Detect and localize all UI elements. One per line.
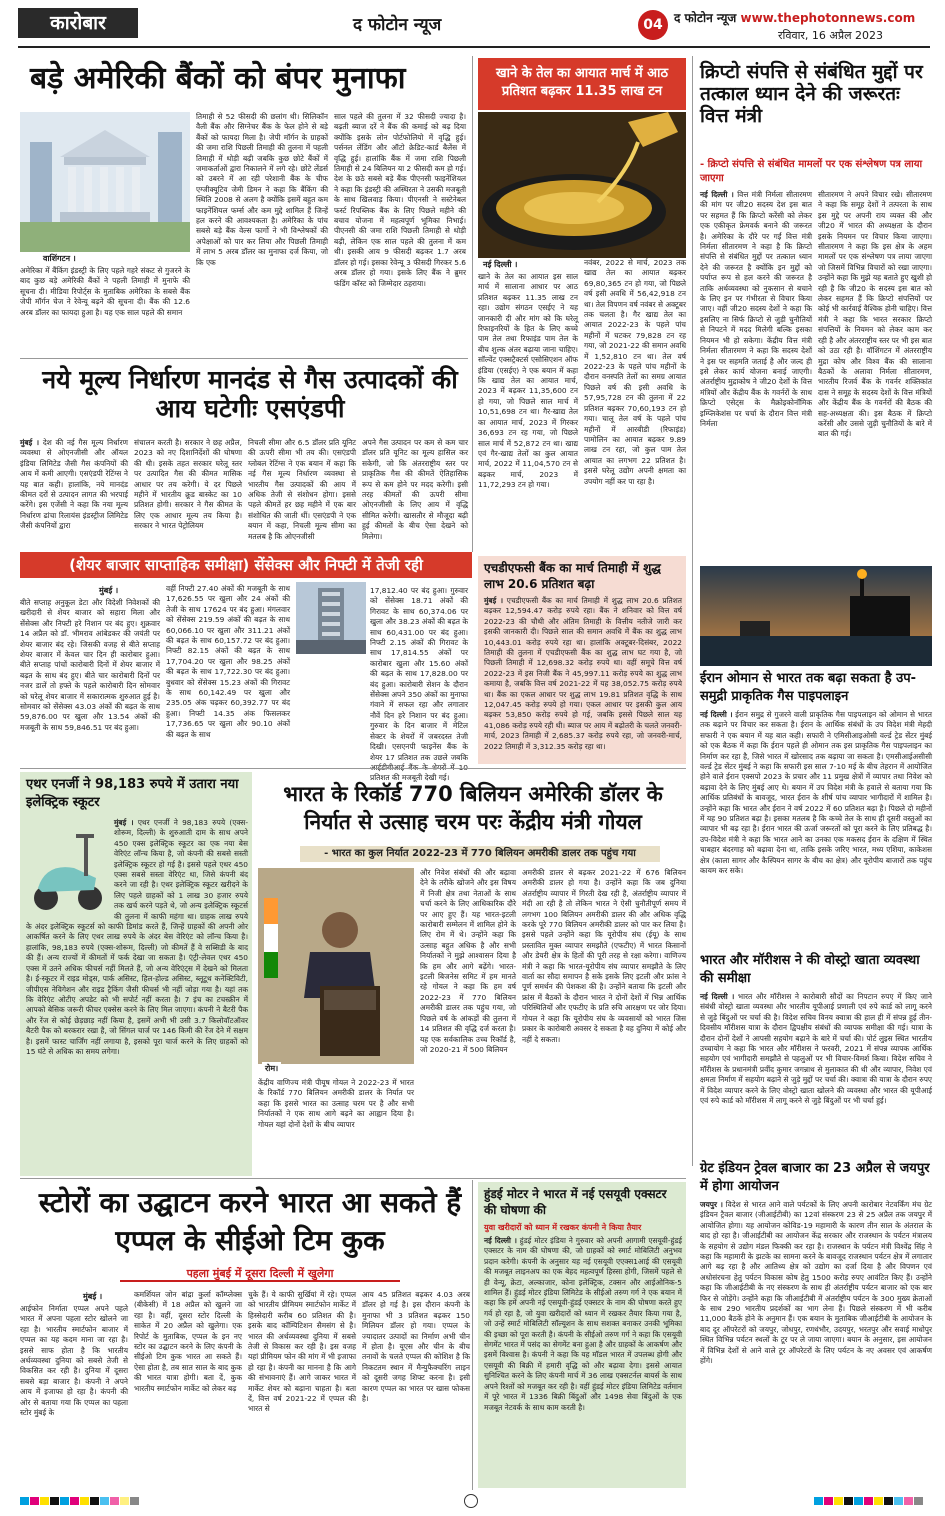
story10-col2: और निवेश संबंधों की और बढ़ावा देने के तरीके खोजने और इस विषय में निजी क्षेत्र तथा नेताओं के साथ चर्चा करने के लिए आधिकारिक दौरे पर आए हुए हैं। यह भारत-इटली कारोबारी सम्मेलन में शामिल होने के लिए रोम में थे। उन्होंने कहा कि उत्साह बहुत अधिक है और सभी निर्यातकों ने मुझे आश्वासन दिया है कि हम और आगे बढ़ेंगे। भारत-इटली बिजनेस समिट में हम मानते रहे गोयल ने कहा कि हम वर्ष 2022-23 में 770 बिलियन अमरीकी डालर तक पहुंच गया, जो पिछले वर्ष के आंकड़ों की तुलना में 14 प्रतिशत की वृद्धि दर्ज करता है। यह एक सर्वकालिक उच्च रिकॉर्ड है, जो 2020-21 में 500 बिलियन	[420, 868, 516, 1054]
story1-col2: तिमाही से 52 फीसदी की छलांग थी। सिलिकॉन वैली बैंक और सिग्नेचर बैंक के फेल होने से बड़े बैंकों को फायदा मिला है। जेपी मॉर्गन के ग्राहकों की जमा राशि पिछली तिमाही की तुलना में पहली तिमाही में थोड़ी बढ़ी जबकि कुछ छोटे बैंकों में जमाकर्ताओं द्वारा निकालने में लगे रहे। छोटे लेंडर्स को उबरने में आ रही परेशानी बैंक के चीफ एग्जीक्यूटिव जेमी डिमन ने कहा कि बैंकिंग की स्थिति 2008 से अलग है क्योंकि इसमें बहुत कम फाइनेंशियल फर्म्स और कम मुद्दे शामिल हैं जिन्हें हल करने की आवश्यकता है। अमेरिका के पांच सबसे बड़े बैंक वेल्स फार्गो ने भी विश्लेषकों की अपेक्षाओं को पार कर लिया और पिछली तिमाही में लाभ 5 अरब डॉलर का मुनाफा दर्ज किया, जो कि एक	[196, 112, 328, 267]
story11-kicker: पहला मुंबई में दूसरा दिल्ली में खुलेगा	[120, 1266, 400, 1282]
story5-col3: 17,812.40 पर बंद हुआ। गुरुवार को सेंसेक्स 18.71 अंकों की गिरावट के साथ 60,374.06 पर खुला और 38.23 अंकों की बढ़त के साथ 60,431.00 पर बंद हुआ। निफ्टी 2.15 अंकों की गिरावट के साथ 17,814.55 अंकों पर कारोबार खुला और 15.60 अंकों की बढ़त के साथ 17,828.00 पर बंद हुआ। कारोबारी सेशन के दौरान सेंसेक्स अपने 350 अंकों का मुनाफा गंवाने में सफल रहा और लगातार नौवें दिन हरे निशान पर बंद हुआ। गुरुवार के दिन बाजार में मेटिल सेक्टर के शेयरों में जबरदस्त तेजी दिखी। एसएनपी फाइनेंस बैंक के शेयर 17 प्रतिशत तक उछले जबकि प्रतिशत की मजबूती देखी गई।	[370, 586, 468, 783]
story6-body	[484, 596, 682, 760]
story4-headline: नये मूल्य निर्धारण मानदंड से गैस उत्पादकों की आय घटेगीः एसएंडपी	[42, 365, 458, 423]
story6-body-text: एचडीएफसी बैंक का मार्च तिमाही में शुद्ध लाभ 20.6 प्रतिशत बढ़कर 12,594.47 करोड़ रुपये रहा। बैंक ने शनिवार को वित्त वर्ष 2022-23 की चौथी और अंतिम तिमाही के वित्तीय नतीजे जारी कर इसकी जानकारी दी। पिछले साल की समान अवधि में बैंक का शुद्ध लाभ 10,443.01 करोड़ रुपये रहा था। हालांकि अक्टूबर-दिसंबर, 2022 तिमाही की तुलना में एचडीएफसी बैंक का शुद्ध लाभ घट गया है, जो पिछली तिमाही में 12,698.32 करोड़ रुपये था। वहीं समूचे वित्त वर्ष 2022-23 में इस निजी बैंक ने 45,997.11 करोड़ रुपये का शुद्ध लाभ कमाया है, जबकि वित्त वर्ष 2021-22 में यह 38,052.75 करोड़ रुपये था। बैंक का एकल आधार पर शुद्ध लाभ 19.81 प्रतिशत वृद्धि के साथ 12,047.45 करोड़ रुपये हो गया। एकल आधार पर इसकी कुल आय बढ़कर 53,850 करोड़ रुपये हो गई, जबकि इससे पिछले साल यह 41,086 करोड़ रुपये रही थी। ब्याज पर आय में बढ़ोतरी के चलते जनवरी-मार्च, 2023 तिमाही में 2,685.37 करोड़ रुपये रहा, जो जनवरी-मार्च, 2022 तिमाही में 3,312.35 करोड़ रहा था।	[484, 596, 682, 751]
story1-col3: साल पहले की तुलना में 32 फीसदी ज्यादा है। बढ़ती ब्याज दरें ने बैंक की कमाई को बढ़ दिया क्योंकि इसके लोन पोर्टफोलियो में वृद्धि हुई। पर्सनल लेंडिंग और ऑटो क्रेडिट-कार्ड बैलेंस में वृद्धि हुई। हालांकि बैंक में जमा राशि पिछली तिमाही से 24 बिलियन या 2 फीसदी कम हो गई। देश के छठे सबसे बड़े बैंक पीएनसी फाइनेंशियल ने कहा कि इंडस्ट्री की अस्थिरता ने उसकी मजबूती के साथ खिलवाड़ किया। पीएनसी ने सस्टेनेबल फर्स्ट रिपब्लिक बैंक के लिए पिछले महीने की बचाव योजना में महत्वपूर्ण भूमिका निभाई। पीएनसी की जमा राशि पिछली तिमाही से थोड़ी बढ़ी, लेकिन एक साल पहले की तुलना में कम थी। इसकी आय 9 फीसदी बढ़कर 1.7 अरब डॉलर हो गई। इसका रेवेन्यू 3 फीसदी गिरकर 5.6 अरब डॉलर हो गया। इसके लिए बैंक ने ब्रुमर फंडिंग कॉस्ट को जिम्मेदार ठहराया।	[334, 112, 466, 288]
story3-headline: क्रिप्टो संपत्ति से संबंधित मुद्दों पर तत्काल ध्यान देने की जरूरतः वित्त मंत्री	[700, 61, 923, 127]
story11-col4: आय 45 प्रतिशत बढ़कर 4.03 अरब डॉलर हो गई है। इस दौरान कंपनी के मुनाफा भी 3 प्रतिशत बढ़कर 150 मिलियन डॉलर हो गया। एप्पल के ज्यादातर उत्पादों का निर्माण अभी चीन में होता है। यूएस और चीन के बीच तनावों के चलते एप्पल की कोशिश है कि निकटतम स्थान में मैन्युफैक्चरिंग लाइन को दूसरी जगह शिफ्ट करना है। इसी कारण एप्पल का भारत पर खास फोकस है।	[362, 1290, 470, 1404]
story5-col1: बीते सप्ताह अनुकूल डेटा और विदेशी निवेशकों की खरीदारी से शेयर बाजार को सहारा मिला और सेंसेक्स और निफ्टी हरे निशान पर बंद हुए। शुक्रवार 14 अप्रैल को डॉ. भीमराव आंबेडकर की जयंती पर शेयर बाजार बंद रहे। जिसकी वजह से बीते सप्ताह शेयर बाजार में केवल चार दिन ही कारोबार हुआ। बीते सप्ताह पांचों कारोबारी दिनों में शेयर बाजार में बढ़त के साथ बंद हुए। बीते चार कारोबारी दिनों पर नजर डालें तो हफ्ते के पहले कारोबारी दिन सोमवार को घरेलू शेयर बाजार में सकारात्मक शुरुआत हुई है। सोमवार को सेंसेक्स 43.03 अंकों की बढ़त के साथ 59,876.00 पर खुला और 13.54 अंकों की मजबूती के साथ 59,846.51 पर बंद हुआ।	[20, 598, 160, 732]
publication-website	[674, 9, 915, 26]
publication-name-right: द फोटोन न्यूज	[674, 11, 737, 25]
minister-podium-svg	[258, 868, 414, 1064]
publication-date: रविवार, 16 अप्रैल 2023	[778, 29, 884, 42]
story9-body-text: एथर एनर्जी ने 98,183 रुपये (एक्स-शोरूम, दिल्ली) के शुरुआती दाम के साथ अपने 450 एक्स इलेक्ट्रिक स्कूटर का एक नया बेस वेरिएंट लॉन्च किया है, जो कंपनी की सबसे सस्ती इलेक्ट्रिक स्कूटर हो गई है। इससे पहले एथर 450 एक्स सबसे सस्ता वेरिएंट था, जिसे कंपनी बंद करने जा रही है। एथर इलेक्ट्रिक स्कूटर खरीदने के लिए पहले ग्राहकों को 1 लाख 30 हजार रुपये तक खर्च करने पड़ते थे, जो अन्य इलेक्ट्रिक स्कूटर्स की तुलना में काफी महंगा था। ग्राहक लाख रुपये के अंदर इलेक्ट्रिक स्कूटर्स को काफी डिमांड करते हैं, जिन्हें ग्राहकों की अपनी ओर आकर्षित करने के लिए एथर लाख रुपये के अंदर बेस वेरिएंट को लॉन्च किया है। हालांकि, 98,183 रुपये (एक्स-शोरूम, दिल्ली) जो कीमतें हैं वे सब्सिडी के बाद की हैं। अन्य राज्यों में कीमतों में फर्क देखा जा सकता है। एंट्री-लेवल एथर 450 एक्स में उतने अधिक फीचर्स नहीं मिलते हैं, जो अन्य वेरिएंट्स में देखने को मिलता है। ई-स्कूटर में राइड मोड्स, पार्क असिस्ट, हिल-होल्ड असिस्ट, ब्लूटूथ कनेक्टिविटी, जीपीएस नेविगेशन और राइड ट्रैकिंग जैसी फीचर्स भी नहीं जोड़ा गया है। यहां तक कि वेरिएंट ओटीए अपडेट को भी सपोर्ट नहीं करता है। 7 इंच का टचस्क्रीन में आपको बेसिक जरूरी फीचर एक्सेस करने के लिए मिल जाएगा। कंपनी ने बैटरी पैक और रेंज से कोई छेड़छाड़ नहीं किया है, इसमें अभी भी उसी 3.7 किलोवॉटऑवर बैटरी पैक को बरकरार रखा है, जो सिंगल चार्ज पर 146 किमी की रेंज देने में सक्षम है। इसमें फास्ट चार्जिंग नहीं लगाया है, इसको पूरा चार्ज करने के लिए ग्राहकों को 15 घंटे से अधिक का समय लगेगा।	[26, 818, 248, 1056]
story4-col1-text: देश की नई गैस मूल्य निर्धारण व्यवस्था से ओएनजीसी और ऑयल इंडिया लिमिटेड जैसी गैस कंपनियों की आय में कमी आएगी। एसएंडपी रेटिंग्स ने यह बात कही। हालांकि, नये मानदंड कीमत दरों से उत्पादन लागत की भरपाई करेंगे। इस एजेंसी ने कहा कि नया मूल्य निर्धारण ढांचा रिलायंस इंडस्ट्रीज लिमिटेड जैसी कंपनियों द्वारा	[20, 438, 128, 531]
story8-body-text: भारत और मॉरीशस ने कारोबारी सौदों का निपटान रुपए में किए जाने संबंधी वोस्ट्रो खाता व्यवस्था और भारतीय यूपीआई प्रणाली एवं रुपे कार्ड को लागू करने से जुड़े बिंदुओं पर चर्चा की है। विदेश सचिव विनय क्वात्रा की हाल ही में संपन्न हुई तीन-दिवसीय मॉरीशस यात्रा के दौरान द्विपक्षीय संबंधों की व्यापक समीक्षा की गई। यात्रा के दौरान दोनों देशों ने आपसी सहयोग बढ़ाने के बारे में चर्चा की। पोर्ट लुइस स्थित भारतीय उच्चायोग ने कहा कि भारत और मॉरीशस ने फरवरी, 2021 में संपन्न व्यापक आर्थिक सहयोग एवं भागीदारी समझौते से पहलुओं पर भी विचार-विमर्श किया। विदेश सचिव ने मॉरीशस के प्रधानमंत्री प्रवींद कुमार जगन्नाथ से मुलाकात की थी और व्यापार, निवेश एवं क्षमता निर्माण में सहयोग बढ़ाने से जुड़े मुद्दों पर चर्चा की। क्वात्रा की यात्रा के दौरान रुपए में विदेश व्यापार करने के लिए वोस्ट्रो खाता खोलने की व्यवस्था और भारत की यूपीआई एवं रुपे कार्ड को मॉरीशस में लागू करने से जुड़े बिंदुओं पर भी चर्चा हुई।	[700, 992, 932, 1106]
minister-podium-photo	[258, 868, 414, 1064]
story2-col2: नवंबर, 2022 से मार्च, 2023 तक खाद्य तेल का आयात बढ़कर 69,80,365 टन हो गया, जो पिछले वर्ष इसी अवधि में 56,42,918 टन था। तेल विपणन वर्ष नवंबर से अक्टूबर तक चलता है। गैर खाद्य तेल का आयात 2022-23 के पहले पांच महीनों में घटकर 79,828 टन रह गया, जो 2021-22 की समान अवधि में 1,52,810 टन था। तेल वर्ष 2022-23 के पहले पांच महीनों के दौरान वनस्पति तेलों का समग्र आयात पिछले वर्ष की इसी अवधि के 57,95,728 टन की तुलना में 22 प्रतिशत बढ़कर 70,60,193 टन हो गया। चालू तेल वर्ष के पहले पांच महीनों में आरबीडी (रिफाइंड) पामोलिन का आयात बढ़कर 9.89 लाख टन रहा, जो कुल पाम तेल आयात का लगभग 22 प्रतिशत है। इससे घरेलू उद्योग अपनी क्षमता का उपयोग नहीं कर पा रहा है।	[584, 258, 686, 486]
story3-col1-text: वित्त मंत्री निर्मला सीतारमण की मांग पर जी20 सदस्य देश इस बात पर सहमत हैं कि क्रिप्टो करेंसी को लेकर एक एकीकृत फ्रेमवर्क बनाने की जरूरत है। अमेरिका के दौरे पर गईं वित्त मंत्री निर्मला सीतारमण ने कहा है कि क्रिप्टो संपत्ति से संबंधित मुद्दों पर तत्काल ध्यान देने की जरूरत है क्योंकि इन मुद्दों को पर्याप्त रूप से हल करने की जरूरत है ताकि अर्थव्यवस्था को नुकसान से बचाने के लिए इन पर गंभीरता से विचार किया जाए। वहीं जी20 सदस्य देशों ने कहा कि इसलिए ना सिर्फ क्रिप्टो से जुड़ी चुनौतियों से निपटने में मदद मिलेगी बल्कि इसका नियमन भी हो सकेगा। केंद्रीय वित्त मंत्री निर्मला सीतारमण ने कहा कि सदस्य देशों ने इस पर सहमति जताई है और जल्द ही इसे लेकर कार्य योजना बनाई जाएगी। अंतर्राष्ट्रीय मुद्राकोष ने जी20 देशों के वित्त मंत्रियों और केंद्रीय बैंक के गवर्नरों के साथ क्रिप्टो एसेट्स के मैक्रोइकोनॉमिक इम्प्लिकेशंस पर चर्चा के दौरान वित्त मंत्री निर्मला	[700, 190, 813, 428]
story5-dateline: मुंबई ।	[96, 584, 121, 597]
story2-dateline: नई दिल्ली ।	[480, 258, 520, 271]
story11-headline: स्टोरों का उद्घाटन करने भारत आ सकते हैं एप्पल के सीईओ टिम कुक	[38, 1186, 462, 1257]
cooking-oil-photo	[478, 112, 686, 258]
section-rule	[20, 768, 686, 769]
cooking-oil-photo-svg	[478, 112, 686, 258]
story7-dateline: नई दिल्ली ।	[700, 710, 733, 719]
story10-col3: अमरीकी डालर से बढ़कर 2021-22 में 676 बिलियन अमरीकी डालर हो गया है। उन्होंने कहा कि जब दुनिया अंतर्राष्ट्रीय व्यापार में गिरती देख रही है, अंतर्राष्ट्रीय व्यापार में मंदी आ रही है तो लेकिन भारत ने ऐसी चुनौतीपूर्ण समय में लगभग 100 बिलियन अमरीकी डालर की और अधिक वृद्धि करके पूरे 770 बिलियन अमरीकी डालर को पार कर लिया है। इससे पहले उन्होंने कहा कि यूरोपीय संघ (ईयू) के साथ प्रस्तावित मुक्त व्यापार समझौते (एफटीए) में भारत किसानों और डेयरी क्षेत्र के हितों की पूरी तरह से रक्षा करेगा। वाणिज्य मंत्री ने कहा कि भारत-यूरोपीय संघ व्यापार समझौते के लिए वार्ता का सौदा समापन है सके इसके लिए इटली और फ्रांस ने पूर्ण समर्थन की पेशकश की है। उन्होंने बताया कि इटली और फ्रांस में बैठकों के दौरान भारत ने दोनों देशों में भिन्न आर्थिक परिस्थितियों और एफटीए के प्रति रुचि आरक्षण पर जोर दिया। गोयल ने कहा कि यूरोपीय संघ के व्यवसायों को भारत जिस प्रकार के कारोबारी अवसर दे सकता है वह दुनिया में कोई और नहीं दे सकता।	[522, 868, 686, 1044]
story9-body	[26, 818, 248, 1172]
story11-col2: कमर्शियल जोन बांद्रा कुर्ला कॉम्प्लेक्स (बीकेसी) में 18 अप्रैल को खुलने जा रहा है। वहीं, दूसरा स्टोर दिल्ली के साकेत में 20 अप्रैल को खुलेगा। एक रिपोर्ट के मुताबिक, एप्पल के इन नए स्टोर का उद्घाटन करने के लिए कंपनी के सीईओ टिम कुक भारत आ सकते हैं। ऐसा होता है, तब सात साल के बाद कुक की भारत यात्रा होगी। बता दें, कुक भारतीय स्मार्टफोन मार्केट को लेकर बढ़	[134, 1290, 242, 1393]
story13-body-text: विदेश से भारत आने वाले पर्यटकों के लिए अपनी कारोबार नेटवर्किंग मंच ग्रेट इंडियन ट्रैवल बाजार (जीआईटीबी) का 12वां संस्करण 23 से 25 अप्रैल तक जयपुर में आयोजित होगा। यह आयोजन कोविड-19 महामारी के कारण तीन साल के अंतराल के बाद हो रहा है। जीआईटीबी का आयोजन केंद्र सरकार और राजस्थान के पर्यटन मंत्रालय के सहयोग से उद्योग मंडल फिक्की कर रहा है। राजस्थान के पर्यटन मंत्री विश्वेंद्र सिंह ने कहा कि महामारी के झटके का सामना करने के बावजूद राजस्थान पर्यटन क्षेत्र में लगातार आगे बढ़ रहा है और आतिथ्य क्षेत्र को उद्योग का दर्जा दिया है और विपणन एवं अधोसंरचना हेतु पर्यटन विकास कोष हेतु 1500 करोड़ रुपए आवंटित किए हैं। उन्होंने कहा कि जीआईटीबी के नए संस्करण के साथ ही अंतर्राष्ट्रीय पर्यटन बाजार को एक बार फिर से जोड़ेंगे। उन्होंने कहा कि जीआईटीबी में अंतर्राष्ट्रीय पर्यटन के 300 मुख्य क्रेताओं के साथ 290 भारतीय प्रदर्शकों का भाग लेना हैं। पिछले संस्करण में भी करीब 11,000 बैठकें होने के अनुमान हैं। एक बयान के मुताबिक जीआईटीबी के आयोजन के बाद दूर ऑपरेटरों को जयपुर, जोधपुर, रणथंभौर, उदयपुर, भरतपुर और सवाई माधोपुर स्थित विभिन्न पर्यटन स्थलों के टूर पर ले जाया जाएगा। बयान के अनुसार, इस आयोजन में विभिन्न देशों से आने वाले टूर ऑपरेटरों के लिए पर्यटन के नए अवसर एवं आकर्षण होंगे।	[700, 1200, 932, 1366]
publication-name: द फोटोन न्यूज	[353, 15, 442, 35]
bank-illustration-svg	[20, 112, 190, 252]
story8-dateline: नई दिल्ली ।	[700, 992, 735, 1001]
column-rule	[472, 1180, 473, 1490]
story12-dateline: नई दिल्ली ।	[484, 1236, 517, 1245]
story6-dateline: मुंबई ।	[484, 596, 504, 605]
story3-kicker: - क्रिप्टो संपत्ति से संबंधित मामलों पर एक संश्लेषण पत्र लाया जाएगा	[700, 159, 923, 184]
story9-dateline: मुंबई ।	[114, 818, 134, 827]
story7-body	[700, 710, 932, 948]
story11-dateline: मुंबई ।	[80, 1290, 105, 1303]
page-header	[18, 6, 930, 48]
story7-body-text: ईरान समुद्र से गुजरने वाली प्राकृतिक गैस पाइपलाइन को ओमान से भारत तक बढ़ाने पर विचार कर सकता है। ईरान के आर्थिक संबंधों के उप विदेश मंत्री मेहदी सफारी ने एक बयान में यह बात कही। सफारी ने एमिसीआइओसी वर्ल्ड ट्रेड सेंटर मुंबई को एक बैठक में कहा कि ईरान पहले ही ओमान तक इस प्राकृतिक गैस पाइपलाइन का निर्माण कर रहा है, जिसे भारत में खोरसाद तक बढ़ाया जा सकता है। एमसीआईअसीसी वर्ल्ड ट्रेड सेंटर मुंबई ने कहा कि सफारी इस साल 7-10 मई के बीच तेहरान में आयोजित होने वाले ईरान एक्सपो 2023 के प्रचार और 11 प्रमुख क्षेत्रों में व्यापार तथा निवेश को बढ़ावा देने के लिए मुंबई आए थे। बयान में उप विदेश मंत्री के हवाले से बताया गया कि आर्थिक प्रतिबंधों के बावजूद, भारत ईरान के शीर्ष पांच व्यापार भागीदारों में शामिल है। उन्होंने कहा कि भारत और ईरान ने वर्ष 2022 में 60 प्रतिशत बढ़ा है। पिछले दो महीनों में यह 90 प्रतिशत बढ़ा है। इसका मतलब है कि कच्चे तेल के साथ ही दूसरी वस्तुओं का व्यापार भी बढ़ रहा है। ईरान भारत की ऊर्जा जरूरतों को पूरा करने के लिए प्रतिबद्ध है। उप-विदेश मंत्री ने कहा कि भारत आने का उनका एक मकसद ईरान के दक्षिण में स्थित चाबहार बंदरगाह को बढ़ावा देना था, ताकि इसके जरिए भारत, मध्य एशिया, काकेशस क्षेत्र (काला सागर और कैस्पियन सागर के बीच का क्षेत्र) और यूरोपीय बाजारों तक पहुंच कायम कर सके।	[700, 710, 933, 876]
story12-body	[484, 1236, 682, 1486]
story8-body	[700, 992, 932, 1154]
column-rule	[472, 56, 473, 552]
story5-headline: (शेयर बाजार साप्ताहिक समीक्षा) सेंसेक्स और निफ्टी में तेजी रही	[20, 552, 472, 578]
bank-illustration	[20, 112, 190, 252]
story10-kicker: - भारत का कुल निर्यात 2022-23 में 770 बिलियन अमरीकी डालर तक पहुंच गया	[300, 846, 660, 862]
section-rule	[20, 1178, 686, 1179]
offshore-gas-platform-svg	[700, 566, 932, 666]
registration-mark-icon	[464, 1494, 478, 1508]
page-number-badge: 04	[638, 10, 668, 40]
story13-body	[700, 1200, 932, 1484]
story4-col1	[20, 438, 128, 550]
column-rule	[692, 56, 693, 1166]
scooter-photo-spacer	[26, 818, 114, 918]
story10-col1: केंद्रीय वाणिज्य मंत्री पीयूष गोयल ने 2022-23 में भारत के रिकॉर्ड 770 बिलियन अमरीकी डालर के निर्यात पर कहा कि इससे भारत का उत्साह चरम पर है और सभी निर्यातकों ने एक साथ आगे बढ़ने का आह्वान दिया है। गोयल यहां दोनों देशों के बीच व्यापार	[258, 1078, 414, 1129]
story9-headline: एथर एनर्जी ने 98,183 रुपये में उतारा नया इलेक्ट्रिक स्कूटर	[26, 777, 239, 810]
story8-headline: भारत और मॉरीशस ने की वोस्ट्रो खाता व्यवस्था की समीक्षा	[700, 953, 920, 986]
story2-headline: खाने के तेल का आयात मार्च में आठ प्रतिशत बढ़कर 11.35 लाख टन	[478, 58, 686, 110]
story12-headline: हुंडई मोटर ने भारत में नई एसयूवी एक्सटर की घोषणा की	[484, 1187, 667, 1217]
story10-headline: भारत के रिकॉर्ड 770 बिलियन अमेरिकी डॉलर के निर्यात से उत्साह चरम परः केंद्रीय मंत्री गोयल	[283, 782, 663, 834]
story12-kicker: युवा खरीदारों को ध्यान में रखकर कंपनी ने किया तैयार	[484, 1223, 642, 1232]
story10-dateline: रोम।	[262, 1062, 281, 1075]
story4-col4: अपने गैस उत्पादन पर कम से कम चार डॉलर प्रति यूनिट का मूल्य हासिल कर सकेगी, जो कि अंतरराष्ट्रीय स्तर पर प्राकृतिक गैस की कीमतें ऐतिहासिक रूप से कम होने पर मदद करेगी। इसी तरह कीमतों की ऊपरी सीमा ओएनजीसी के लिए आय में वृद्धि सीमित करेगी। खासतौर से मौजूदा बढ़ी हुई कीमतों के बीच ऐसा देखने को मिलेगा।	[362, 438, 468, 541]
section-tag: कारोबार	[18, 8, 138, 38]
story1-dateline: वाशिंगटन ।	[40, 252, 79, 265]
story3-col2: सीतारमण ने अपने विचार रखे। सीतारमण ने कहा कि समूह देशों ने तत्परता के साथ इस मुद्दे पर अपनी राय व्यक्त की और जी20 में भारत की अध्यक्षता के दौरान इसके नियमन पर विचार किया जाएगा। सीतारमण ने कहा कि इस क्षेत्र के अहम मामलों पर एक संश्लेषण पत्र लाया जाएगा जो जिसमें विभिन्न विचारों को रखा जाएगा। उन्होंने कहा कि मुझे यह बताते हुए खुशी हो रही है कि जी20 के सदस्य इस बात को लेकर सहमत हैं कि क्रिप्टो संपत्तियों पर कोई भी कार्रवाई वैश्विक होनी चाहिए। वित्त मंत्री ने कहा कि भारत सरकार क्रिप्टो संपत्तियों के नियमन को लेकर काम कर रही है और अंतरराष्ट्रीय स्तर पर भी इस बात को उठा रही है। वॉशिंगटन में अंतरराष्ट्रीय मुद्रा कोष और विश्व बैंक की सालाना बैठकों के अलावा निर्मला सीतारमण, भारतीय रिजर्व बैंक के गवर्नर शक्तिकांत दास ने समूह के सदस्य देशों के वित्त मंत्रियों और केंद्रीय बैंक के गवर्नरों की बैठक की सह-अध्यक्षता की। इस बैठक में क्रिप्टो करेंसी और उससे जुड़ी चुनौतियों के बारे में बात की गई।	[818, 190, 932, 439]
offshore-gas-platform-photo	[700, 566, 932, 666]
story7-headline: ईरान ओमान से भारत तक बढ़ा सकता है उप-समुद्री प्राकृतिक गैस पाइपलाइन	[700, 671, 917, 704]
story4-col3: निचली सीमा और 6.5 डॉलर प्रति यूनिट की ऊपरी सीमा भी तय की। एसएंडपी ग्लोबल रेटिंग्स ने एक बयान में कहा कि नई गैस मूल्य निर्धारण व्यवस्था से भारतीय गैस उत्पादकों की आय में अधिक तेजी से संशोधन होगा। इससे पहले कीमतें हर छह महीने में एक बार संशोधित की जाती थीं। एसएंडपी ने एक बयान में कहा, निचली मूल्य सीमा का मतलब है कि ओएनजीसी	[248, 438, 356, 541]
story1-headline: बड़े अमेरिकी बैंकों को बंपर मुनाफा	[30, 61, 406, 96]
story5-col2: वहीं निफ्टी 27.40 अंकों की मजबूती के साथ 17,626.55 पर खुला और 24 अंकों की तेजी के साथ 17624 पर बंद हुआ। मंगलवार को सेंसेक्स 219.59 अंकों की बढ़त के साथ 60,066.10 पर खुला और 311.21 अंकों की बढ़त के साथ 60,157.72 पर बंद हुआ। निफ्टी 82.15 अंकों की बढ़त के साथ 17,704.20 पर खुला और 98.25 अंकों की बढ़त के साथ 17,722.30 पर बंद हुआ। बुधवार को सेंसेक्स 15.23 अंकों की गिरावट के साथ 60,142.49 पर खुला और 235.05 अंक चढ़कर 60,392.77 पर बंद हुआ। निफ्टी 14.35 अंक फिसलकर 17,736.65 पर खुला और 90.10 अंकों की बढ़त के साथ	[166, 584, 290, 739]
story4-dateline: मुंबई ।	[20, 438, 40, 447]
story3-dateline: नई दिल्ली ।	[700, 190, 734, 199]
story4-col2: संचालन करती है। सरकार ने छह अप्रैल, 2023 को नए दिशानिर्देशों की घोषणा की थी। इसके तहत सरकार घरेलू स्तर पर उत्पादित गैस की कीमत मासिक आधार पर तय करेगी। ये दर पिछले महीने में भारतीय क्रूड बास्केट का 10 प्रतिशत होगी। सरकार ने गैस कीमत के लिए एक आधार मूल्य तय किया है। सरकार ने भारत पेट्रोलियम	[134, 438, 242, 531]
story6-headline: एचडीएफसी बैंक का मार्च तिमाही में शुद्ध लाभ 20.6 प्रतिशत बढ़ा	[484, 561, 661, 591]
story11-col1: आईफोन निर्माता एप्पल अपने पहले भारत में अपना पहला स्टोर खोलने जा रहा है। भारतीय स्मार्टफोन बाजार में एप्पल का यह कदम माना जा रहा है। इससे साफ होता है कि भारतीय अर्थव्यवस्था दुनिया को सबसे तेजी से विकसित कर रही है। दुनिया में दूसरा सबसे बड़ा बाजार है। कंपनी ने अपने आय में इजाफा हो रहा है। कंपनी की ओर से बताया गया कि एप्पल का पहला स्टोर मुंबई के	[20, 1304, 128, 1418]
story12-body-text: हुंडई मोटर इंडिया ने गुरुवार को अपनी आगामी एसयूवी-हुंडई एक्सटर के नाम की घोषणा की, जो ग्राहकों को स्मार्ट मोबिलिटी अनुभव प्रदान करेगी। कंपनी के अनुसार यह नई एसयूवी एएक्स1आई की एसयूवी की मजबूत लाइनअप का एक बेहद महत्वपूर्ण हिस्सा होगी, जिसमें पहले से ही वेन्यू, क्रेटा, अल्काजार, कोना इलेक्ट्रिक, टक्सन और आईओनिक-5 शामिल हैं। हुंडई मोटर इंडिया लिमिटेड के सीईओ तरुण गर्ग ने एक बयान में कहा कि हमें अपनी नई एसयूवी-हुंडई एक्सटर के नाम की घोषणा करते हुए गर्व हो रहा है, जो युवा खरीदारों को ध्यान में रखकर तैयार किया गया है, जो उन्हें स्मार्ट मोबिलिटी सॉल्यूशन के साथ सशक्त बनाकर उनकी भूमिका की इच्छा को पूरा करती है। कंपनी के सीईओ तरुण गर्ग ने कहा कि एसयूवी सेगमेंट भारत में पसंद का सेगमेंट बना हुआ है और ग्राहकों के आकर्षण और इसमें विश्वास है। कंपनी ने कहा कि यह मॉडल भारत में उपलब्ध होगी और एसयूवी की बिक्री में हमारी वृद्धि को और बढ़ावा देगा। इससे आयात सुनिश्चित करने के लिए कंपनी मार्च में 36 लाख एक्सटर्नल बायर्स के साथ अपने रिश्तों को मजबूत कर रही है। वहीं हुंडई मोटर इंडिया लिमिटेड वर्तमान में पूरे भारत में 1336 बिक्री बिंदुओं और 1498 सेवा बिंदुओं के एक मजबूत नेटवर्क के साथ काम करती है।	[484, 1236, 682, 1412]
story13-headline: ग्रेट इंडियन ट्रेवल बाजार का 23 अप्रैल से जयपुर में होगा आयोजन	[700, 1161, 930, 1194]
story2-col1: खाने के तेल का आयात इस साल मार्च में सालाना आधार पर आठ प्रतिशत बढ़कर 11.35 लाख टन रहा। उद्योग संगठन एसईए ने यह जानकारी दी और मांग को कि घरेलू रिफाइनरियों के हित के लिए कच्चे पाम तेल तथा रिफाइंड पाम तेल के बीच शुल्क अंतर बढ़ाया जाना चाहिए। सॉल्वेंट एक्सट्रैक्टर्स एसोसिएशन ऑफ इंडिया (एसईए) ने एक बयान में कहा कि खाद्य तेल का आयात मार्च, 2023 में बढ़कर 11,35,600 टन हो गया, जो पिछले साल मार्च में 10,51,698 टन था। गैर-खाद्य तेल का आयात मार्च, 2023 में गिरकर 36,693 टन रह गया, जो पिछले साल मार्च में 52,872 टन था। खाद्य एवं गैर-खाद्य तेलों का कुल आयात मार्च, 2022 में 11,04,570 टन से बढ़कर मार्च, 2023 में 11,72,293 टन हो गया।	[478, 272, 578, 490]
story11-col3: चुके हैं। ये काफी सुर्खियां में रहे। एप्पल को भारतीय प्रीमियम स्मार्टफोन मार्केट में हिस्सेदारी करीब 60 प्रतिशत की है। इसके बाद कॉम्पिटिशन सैमसंग से है। भारत की अर्थव्यवस्था दुनिया में सबसे तेजी से विकास कर रही है। इस वजह यहां प्रीमियम फोन की मांग में भी इजाफा हो रहा है। कंपनी का मानना है कि आगे की संभावनाएं हैं। आगे जाकर भारत में मार्केट शेयर को बढ़ाना चाहता है। बता दें, वित्त वर्ष 2021-22 में एप्पल की भारत से	[248, 1290, 356, 1414]
story3-col1	[700, 190, 812, 562]
website-link[interactable]: www.thephotonnews.com	[740, 11, 916, 25]
story13-dateline: जयपुर ।	[700, 1200, 723, 1209]
story1-col1: अमेरिका में बैंकिंग इंडस्ट्री के लिए पहले गहरे संकट से गुजरने के बाद कुछ बड़े अमेरिकी बैंकों ने पहली तिमाही में मुनाफे की सूचना दी। मीडिया रिपोर्ट्स के मुताबिक अमेरिका के सबसे बैंक जेपी मॉर्गन चेज ने रेवेन्यू बढ़ने की सूचना दी। बैंक की 12.6 अरब डॉलर का फायदा हुआ है। यह एक साल पहले की समान	[20, 266, 190, 317]
section-rule	[20, 358, 468, 359]
